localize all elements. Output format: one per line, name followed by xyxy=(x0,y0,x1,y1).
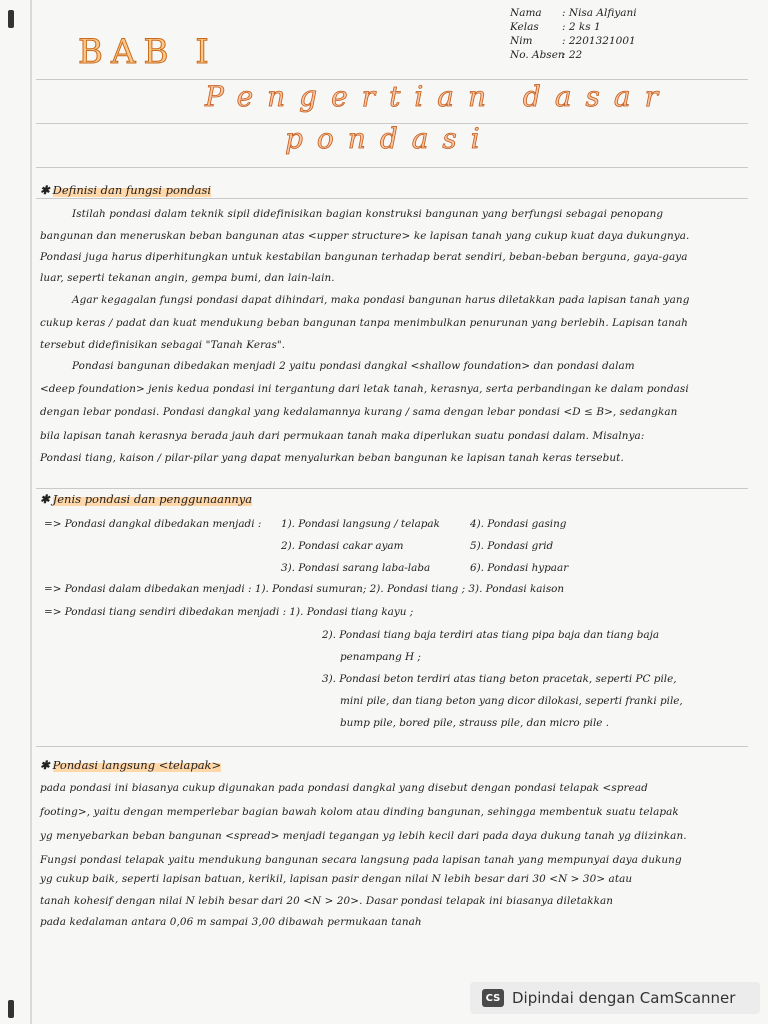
paragraph-line: Pondasi tiang, kaison / pilar-pilar yang dapat menyalurkan beban bangunan ke lapisan tanah keras tersebut. xyxy=(40,452,624,464)
paragraph-line: Fungsi pondasi telapak yaitu mendukung bangunan secara langsung pada lapisan tanah yang mempunyai daya dukung xyxy=(40,854,682,866)
camscanner-badge xyxy=(470,982,760,1014)
paragraph-line: <deep foundation> jenis kedua pondasi ini tergantung dari letak tanah, kerasnya, serta perbandingan ke dalam pondasi xyxy=(40,383,689,395)
dalam-line: => Pondasi dalam dibedakan menjadi : 1). Pondasi sumuran; 2). Pondasi tiang ; 3). Pondasi kaison xyxy=(44,583,565,595)
ruled-line xyxy=(36,746,748,747)
dangkal-item: 2). Pondasi cakar ayam xyxy=(281,540,404,552)
paragraph-line: tanah kohesif dengan nilai N lebih besar dari 20 <N > 20>. Dasar pondasi telapak ini biasanya diletakkan xyxy=(40,895,614,907)
paragraph-line: footing>, yaitu dengan memperlebar bagian bawah kolom atau dinding bangunan, sehingga membentuk suatu telapak xyxy=(40,806,679,818)
paragraph-line: dengan lebar pondasi. Pondasi dangkal yang kedalamannya kurang / sama dengan lebar pondasi <D ≤ B>, sedangkan xyxy=(40,406,678,418)
paragraph-line: pada kedalaman antara 0,06 m sampai 3,00 dibawah permukaan tanah xyxy=(40,916,422,928)
paragraph-line: Pondasi bangunan dibedakan menjadi 2 yaitu pondasi dangkal <shallow foundation> dan pondasi dalam xyxy=(72,360,635,372)
margin-line xyxy=(30,0,32,1024)
dangkal-item: 1). Pondasi langsung / telapak xyxy=(281,518,440,530)
paragraph-line: luar, seperti tekanan angin, gempa bumi, dan lain-lain. xyxy=(40,272,335,284)
paragraph-line: Pondasi juga harus diperhitungkan untuk kestabilan bangunan terhadap berat sendiri, beban-beban berguna, gaya-gaya xyxy=(40,251,688,263)
camscanner-logo-icon: CS xyxy=(482,989,504,1007)
dangkal-item: 3). Pondasi sarang laba-laba xyxy=(281,562,431,574)
dangkal-intro: => Pondasi dangkal dibedakan menjadi : xyxy=(44,518,262,530)
paragraph-line: pada pondasi ini biasanya cukup digunakan pada pondasi dangkal yang disebut dengan pondasi telapak <spread xyxy=(40,782,648,794)
nim-label: Nim xyxy=(510,35,533,47)
asterisk-icon: ✱ xyxy=(40,758,50,772)
camscanner-text: Dipindai dengan CamScanner xyxy=(512,989,736,1007)
tiang-intro: => Pondasi tiang sendiri dibedakan menjadi : 1). Pondasi tiang kayu ; xyxy=(44,606,414,618)
nama-label: Nama xyxy=(510,7,542,19)
ruled-line xyxy=(36,198,748,199)
dangkal-item: 6). Pondasi hypaar xyxy=(470,562,569,574)
paragraph-line: cukup keras / padat dan kuat mendukung beban bangunan tanpa menimbulkan penurunan yang berlebih. Lapisan tanah xyxy=(40,317,688,329)
title-line-1: Pengertian dasar xyxy=(205,80,672,113)
nim-value: : 2201321001 xyxy=(562,35,636,47)
binder-hole xyxy=(8,10,14,28)
kelas-label: Kelas xyxy=(510,21,539,33)
tiang-line: 3). Pondasi beton terdiri atas tiang beton pracetak, seperti PC pile, xyxy=(322,673,677,685)
section-heading-jenis: ✱ Jenis pondasi dan penggunaannya xyxy=(40,492,253,506)
dangkal-item: 5). Pondasi grid xyxy=(470,540,554,552)
tiang-line: penampang H ; xyxy=(340,651,421,663)
kelas-value: : 2 ks 1 xyxy=(562,21,601,33)
student-id-box xyxy=(510,6,670,62)
binder-hole xyxy=(8,1000,14,1018)
paragraph-line: Agar kegagalan fungsi pondasi dapat dihindari, maka pondasi bangunan harus diletakkan pada lapisan tanah yang xyxy=(72,294,690,306)
section-heading-telapak: ✱ Pondasi langsung <telapak> xyxy=(40,758,222,772)
paragraph-line: bila lapisan tanah kerasnya berada jauh dari permukaan tanah maka diperlukan suatu pondasi dalam. Misalnya: xyxy=(40,430,645,442)
paragraph-line: bangunan dan meneruskan beban bangunan atas <upper structure> ke lapisan tanah yang cukup kuat daya dukungnya. xyxy=(40,230,690,242)
dangkal-item: 4). Pondasi gasing xyxy=(470,518,567,530)
paragraph-line: tersebut didefinisikan sebagai "Tanah Keras". xyxy=(40,339,286,351)
chapter-heading: BAB I xyxy=(78,32,217,72)
section-heading-definisi: ✱ Definisi dan fungsi pondasi xyxy=(40,183,212,197)
asterisk-icon: ✱ xyxy=(40,183,50,197)
paragraph-line: Istilah pondasi dalam teknik sipil didefinisikan bagian konstruksi bangunan yang berfungsi sebagai penopang xyxy=(72,208,664,220)
nama-value: : Nisa Alfiyani xyxy=(562,7,637,19)
asterisk-icon: ✱ xyxy=(40,492,50,506)
ruled-line xyxy=(36,167,748,168)
tiang-line: 2). Pondasi tiang baja terdiri atas tiang pipa baja dan tiang baja xyxy=(322,629,660,641)
paragraph-line: yg cukup baik, seperti lapisan batuan, kerikil, lapisan pasir dengan nilai N lebih besar dari 30 <N > 30> atau xyxy=(40,873,633,885)
tiang-line: mini pile, dan tiang beton yang dicor dilokasi, seperti franki pile, xyxy=(340,695,683,707)
paragraph-line: yg menyebarkan beban bangunan <spread> menjadi tegangan yg lebih kecil dari pada daya dukung tanah yg diizinkan. xyxy=(40,830,687,842)
absen-label: No. Absen xyxy=(510,49,565,61)
ruled-line xyxy=(36,488,748,489)
absen-value: : 22 xyxy=(562,49,583,61)
tiang-line: bump pile, bored pile, strauss pile, dan micro pile . xyxy=(340,717,610,729)
title-line-2: pondasi xyxy=(285,122,494,155)
